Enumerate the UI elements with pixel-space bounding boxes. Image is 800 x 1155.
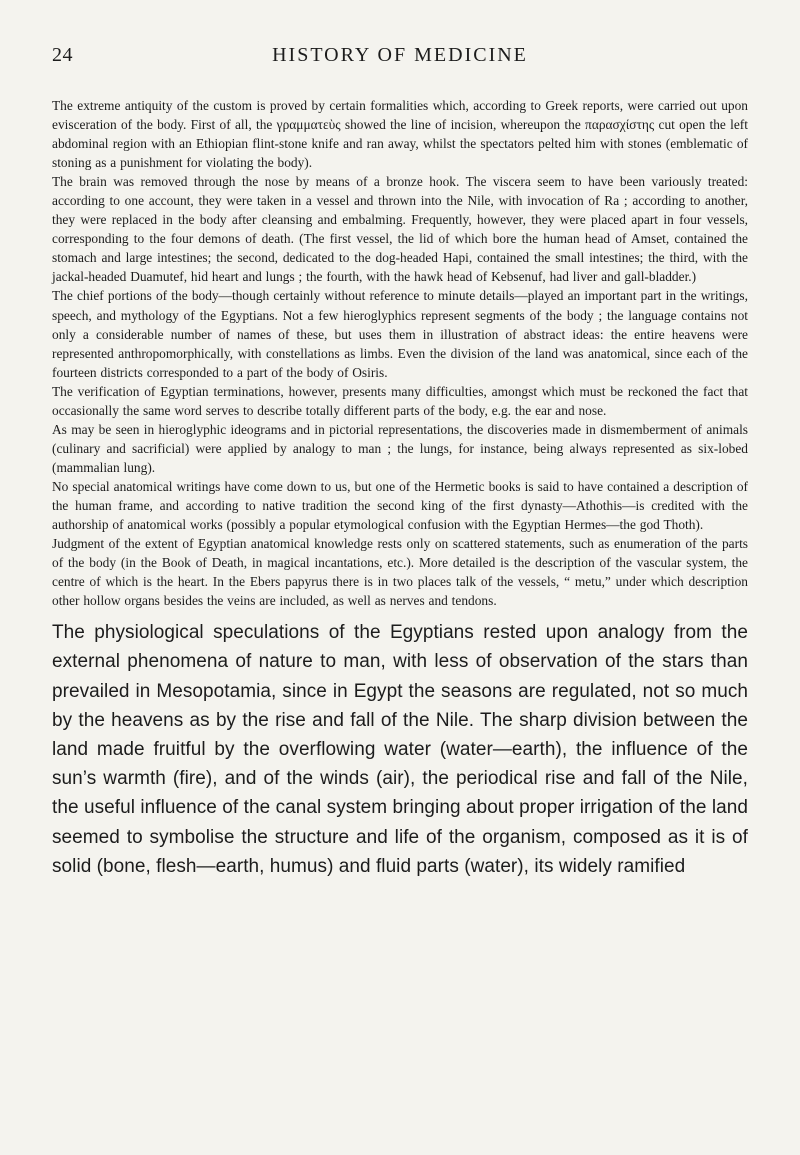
page-body bbox=[52, 96, 748, 881]
paragraph-evisceration: The extreme antiquity of the custom is proved by certain formalities which, according to Greek reports, were carried out upon evisceration of the body. First of all, the γραμματεὺς showed the line of incision, whereupon the παρασχίστης cut open the left abdominal region with an Ethiopian flint-stone knife and ran away, whilst the spectators pelted him with stones (emblematic of stoning as a punishment for violating the body). bbox=[52, 98, 748, 171]
page-header bbox=[52, 44, 748, 74]
paragraph-terminations: The verification of Egyptian terminations, however, presents many difficulties, amongst which must be reckoned the fact that occasionally the same word serves to describe totally different parts of the body, e.g. the ear and nose. bbox=[52, 383, 748, 418]
paragraph-viscera: The brain was removed through the nose by means of a bronze hook. The viscera seem to have been variously treated: according to one account, they were taken in a vessel and thrown into the Nile, with invocation of Ra ; according to another, they were replaced in the body after cleansing and embalming. Frequently, however, they were placed apart in four vessels, corresponding to the four demons of death. (The first vessel, the lid of which bore the human head of Amset, contained the stomach and large intestines; the second, dedicated to the dog-headed Hapi, contained the small intestines; the third, with the jackal-headed Duamutef, hid heart and lungs ; the fourth, with the hawk head of Kebsenuf, had liver and gall-bladder.) bbox=[52, 174, 748, 285]
page-number: 24 bbox=[52, 44, 73, 66]
paragraph-hermetic-books: No special anatomical writings have come down to us, but one of the Hermetic books is said to have contained a description of the human frame, and according to native tradition the second king of the first dynasty—Athothis—is credited with the authorship of anatomical works (possibly a popular etymological confusion with the Egyptian Hermes—the god Thoth). bbox=[52, 478, 748, 533]
running-title: HISTORY OF MEDICINE bbox=[272, 44, 528, 66]
paragraph-body-portions: The chief portions of the body—though certainly without reference to minute details—played an important part in the writings, speech, and mythology of the Egyptians. Not a few hieroglyphics represent segments of the body ; the language contains not only a considerable number of names of these, but uses them in illustration of abstract ideas: the entire heavens were represented anthropomorphically, with constellations as limbs. Even the division of the land was anatomical, since each of the fourteen districts corresponded to a part of the body of Osiris. bbox=[52, 288, 748, 380]
paragraph-physiological-speculations: The physiological speculations of the Egyptians rested upon analogy from the external phenomena of nature to man, with less of observation of the stars than prevailed in Mesopotamia, since in Egypt the seasons are regulated, not so much by the heavens as by the rise and fall of the Nile. The sharp division between the land made fruitful by the overflowing water (water—earth), the influence of the sun’s warmth (fire), and of the winds (air), the periodical rise and fall of the Nile, the useful influence of the canal system bringing about proper irrigation of the land seemed to symbolise the structure and life of the organism, composed as it is of solid (bone, flesh—earth, humus) and fluid parts (water), its widely ramified bbox=[52, 622, 748, 877]
paragraph-vascular-system: Judgment of the extent of Egyptian anatomical knowledge rests only on scattered statements, such as enumeration of the parts of the body (in the Book of Death, in magical incantations, etc.). More detailed is the description of the vascular system, the centre of which is the heart. In the Ebers papyrus there is in two places talk of the vessels, “ metu,” under which description other hollow organs besides the veins are included, as well as nerves and tendons. bbox=[52, 536, 748, 609]
small-print-section bbox=[52, 96, 748, 610]
large-print-section bbox=[52, 618, 748, 881]
paragraph-dismemberment: As may be seen in hieroglyphic ideograms and in pictorial representations, the discoveries made in dismemberment of animals (culinary and sacrificial) were applied by analogy to man ; the lungs, for instance, being always represented as six-lobed (mammalian lung). bbox=[52, 421, 748, 475]
